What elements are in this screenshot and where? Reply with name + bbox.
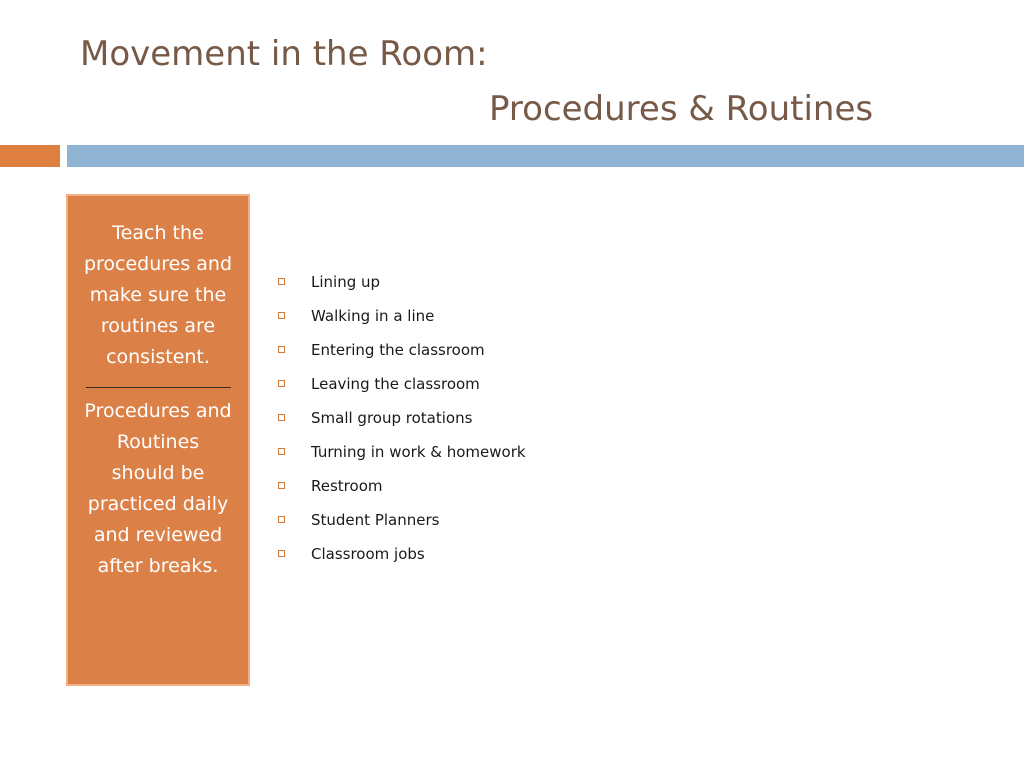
accent-bar-orange [0, 145, 60, 167]
list-item-text: Entering the classroom [311, 341, 485, 359]
list-item-text: Student Planners [311, 511, 440, 529]
callout-paragraph-teach: Teach the procedures and make sure the routines are consistent. [83, 222, 233, 368]
list-item-text: Restroom [311, 477, 383, 495]
callout-paragraph-practice: Procedures and Routines should be practiced daily and reviewed after breaks. [84, 400, 232, 577]
slide-title [0, 0, 1024, 140]
list-item-text: Lining up [311, 273, 381, 291]
hollow-square-bullet-icon [278, 550, 285, 557]
title-line-2: Procedures & Routines [489, 89, 874, 129]
hollow-square-bullet-icon [278, 312, 285, 319]
hollow-square-bullet-icon [278, 346, 285, 353]
hollow-square-bullet-icon [278, 278, 285, 285]
hollow-square-bullet-icon [278, 516, 285, 523]
callout-content [68, 196, 248, 684]
hollow-square-bullet-icon [278, 380, 285, 387]
list-item-text: Classroom jobs [311, 545, 425, 563]
callout-box [66, 194, 250, 686]
callout-divider [86, 387, 231, 388]
list-item-text: Turning in work & homework [311, 443, 526, 461]
hollow-square-bullet-icon [278, 414, 285, 421]
list-item-text: Walking in a line [311, 307, 435, 325]
list-item-text: Small group rotations [311, 409, 473, 427]
hollow-square-bullet-icon [278, 448, 285, 455]
title-line-1: Movement in the Room: [80, 34, 488, 74]
list-item-text: Leaving the classroom [311, 375, 480, 393]
accent-bar-blue [67, 145, 1024, 167]
hollow-square-bullet-icon [278, 482, 285, 489]
